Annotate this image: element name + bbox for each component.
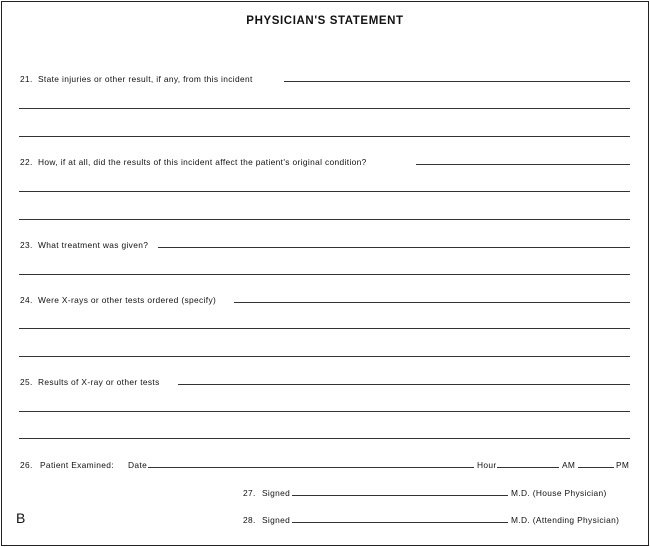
q28-suffix: M.D. (Attending Physician)	[511, 515, 620, 525]
q21-label: State injuries or other result, if any, from this incident	[38, 74, 253, 84]
q23-answer-line-1[interactable]	[158, 247, 630, 248]
q26-date-line[interactable]	[148, 467, 474, 468]
q28-label: Signed	[262, 515, 291, 525]
q21-number: 21.	[20, 74, 33, 84]
form-title: PHYSICIAN'S STATEMENT	[246, 15, 404, 27]
q26-am-pm-line[interactable]	[578, 467, 614, 468]
q26-date-label: Date	[128, 460, 148, 470]
q24-answer-line-1[interactable]	[234, 302, 630, 303]
q26-am-label: AM	[562, 460, 576, 470]
q22-number: 22.	[20, 157, 33, 167]
q26-label: Patient Examined:	[40, 460, 114, 470]
q24-number: 24.	[20, 295, 33, 305]
q28-number: 28.	[243, 515, 256, 525]
q25-answer-line-1[interactable]	[178, 384, 630, 385]
q27-label: Signed	[262, 488, 291, 498]
q26-number: 26.	[20, 460, 33, 470]
q28-signature-line[interactable]	[292, 522, 508, 523]
q24-label: Were X-rays or other tests ordered (specify)	[38, 295, 217, 305]
q26-hour-label: Hour	[477, 460, 497, 470]
q22-label: How, if at all, did the results of this incident affect the patient's original condition?	[38, 157, 367, 167]
q24-answer-line-3[interactable]	[19, 356, 630, 357]
q22-answer-line-3[interactable]	[19, 219, 630, 220]
q22-answer-line-2[interactable]	[19, 191, 630, 192]
q23-number: 23.	[20, 240, 33, 250]
q21-answer-line-2[interactable]	[19, 108, 630, 109]
q26-pm-label: PM	[616, 460, 630, 470]
q27-number: 27.	[243, 488, 256, 498]
q23-answer-line-2[interactable]	[19, 274, 630, 275]
q25-label: Results of X-ray or other tests	[38, 377, 160, 387]
q27-suffix: M.D. (House Physician)	[511, 488, 607, 498]
q25-answer-line-3[interactable]	[19, 438, 630, 439]
corner-label: B	[16, 510, 26, 526]
q27-signature-line[interactable]	[292, 495, 508, 496]
q25-number: 25.	[20, 377, 33, 387]
q21-answer-line-1[interactable]	[284, 81, 630, 82]
q21-answer-line-3[interactable]	[19, 136, 630, 137]
q23-label: What treatment was given?	[38, 240, 149, 250]
q22-answer-line-1[interactable]	[416, 164, 630, 165]
q26-hour-line[interactable]	[497, 467, 559, 468]
q24-answer-line-2[interactable]	[19, 328, 630, 329]
q25-answer-line-2[interactable]	[19, 411, 630, 412]
